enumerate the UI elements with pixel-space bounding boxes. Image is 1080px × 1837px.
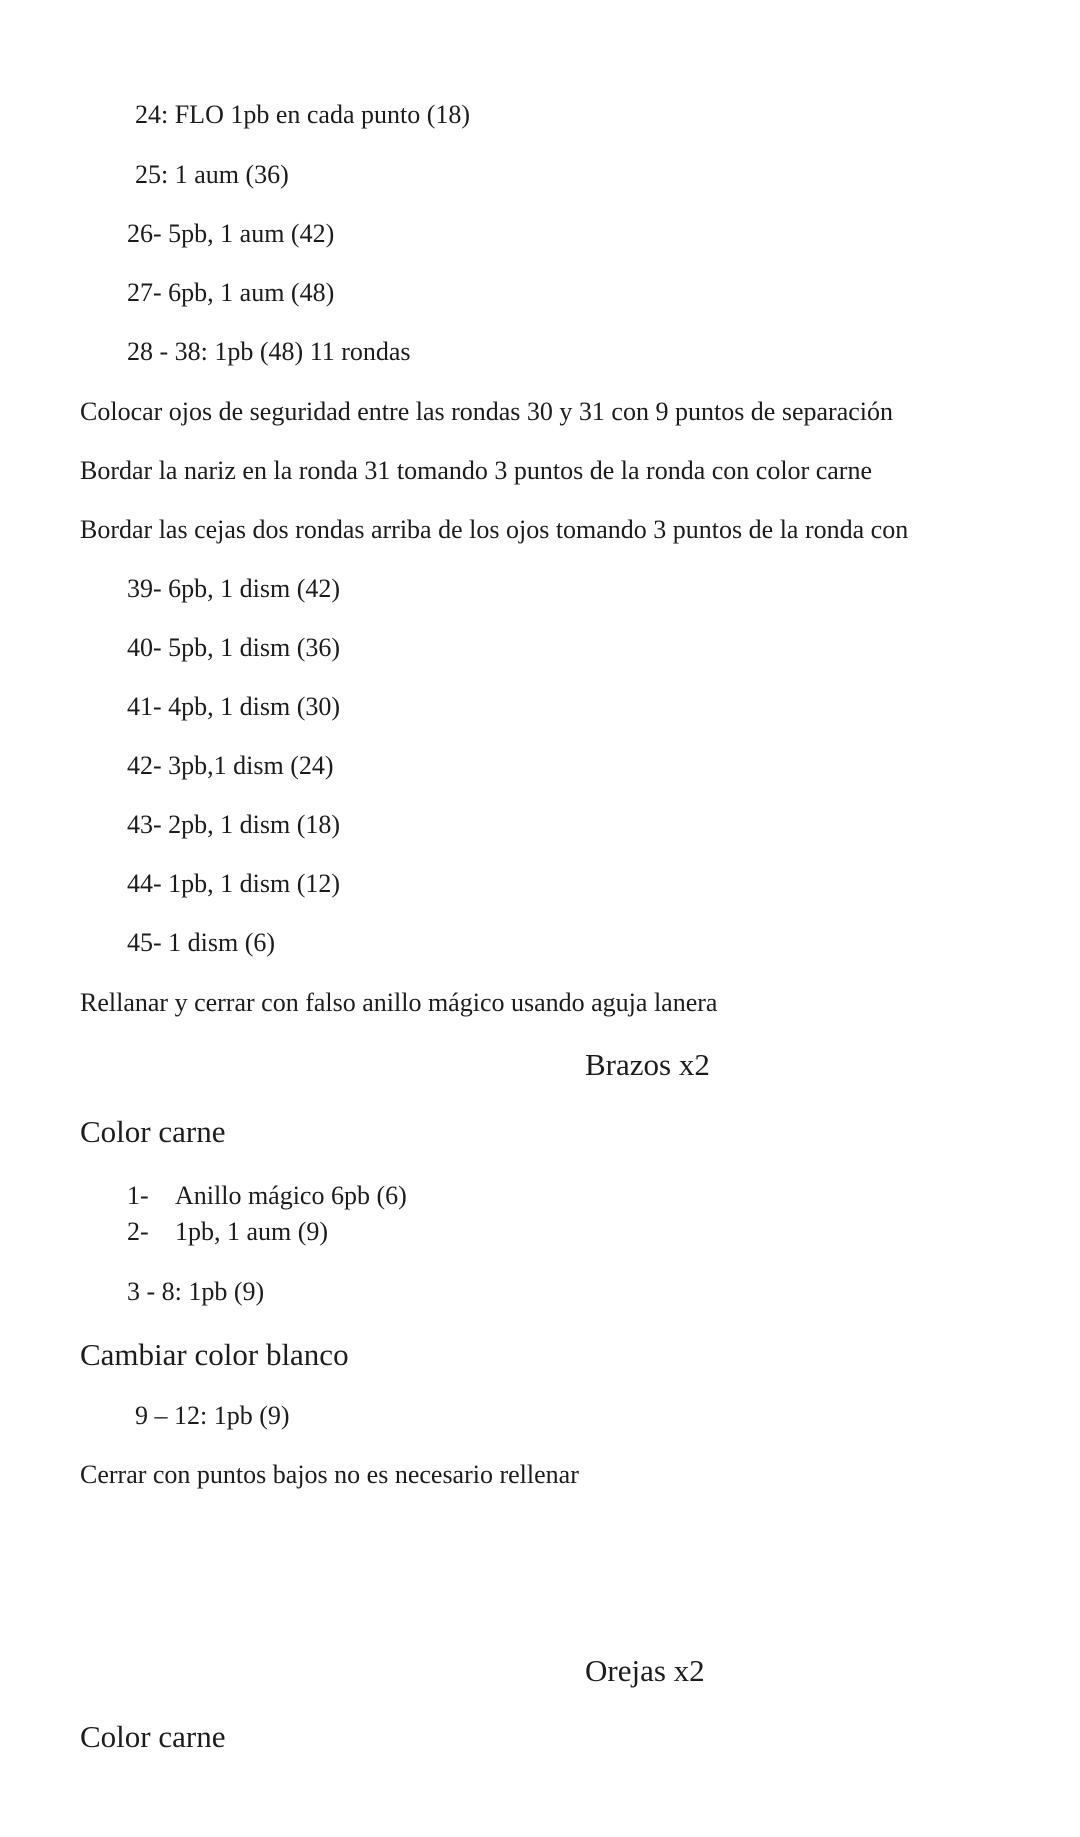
- list-item-text: 1pb, 1 aum (9): [175, 1217, 329, 1246]
- round-44: 44- 1pb, 1 dism (12): [127, 869, 341, 898]
- list-item-number: 2-: [127, 1217, 149, 1246]
- section-heading-brazos: Brazos x2: [585, 1047, 710, 1082]
- round-40: 40- 5pb, 1 dism (36): [127, 633, 341, 662]
- color-label-brazos: Color carne: [80, 1114, 226, 1149]
- round-27: 27- 6pb, 1 aum (48): [127, 278, 335, 307]
- round-9-12: 9 – 12: 1pb (9): [135, 1401, 290, 1430]
- round-45: 45- 1 dism (6): [127, 928, 276, 957]
- list-item-text: Anillo mágico 6pb (6): [175, 1181, 407, 1210]
- round-24: 24: FLO 1pb en cada punto (18): [135, 100, 471, 129]
- closing-instruction-brazos: Cerrar con puntos bajos no es necesario rellenar: [80, 1460, 579, 1489]
- closing-instruction: Rellanar y cerrar con falso anillo mágico usando aguja lanera: [80, 988, 718, 1017]
- round-25: 25: 1 aum (36): [135, 160, 289, 189]
- list-item: [127, 1219, 328, 1245]
- round-26: 26- 5pb, 1 aum (42): [127, 219, 335, 248]
- round-39: 39- 6pb, 1 dism (42): [127, 574, 341, 603]
- round-41: 41- 4pb, 1 dism (30): [127, 692, 341, 721]
- color-change-label: Cambiar color blanco: [80, 1337, 349, 1372]
- instruction-eyes: Colocar ojos de seguridad entre las rondas 30 y 31 con 9 puntos de separación: [80, 397, 894, 426]
- list-item-number: 1-: [127, 1181, 149, 1210]
- list-item: [127, 1183, 407, 1209]
- instruction-nose: Bordar la nariz en la ronda 31 tomando 3 puntos de la ronda con color carne: [80, 456, 872, 485]
- round-42: 42- 3pb,1 dism (24): [127, 751, 334, 780]
- round-28-38: 28 - 38: 1pb (48) 11 rondas: [127, 337, 411, 366]
- section-heading-orejas: Orejas x2: [585, 1653, 705, 1688]
- color-label-orejas: Color carne: [80, 1719, 226, 1754]
- instruction-eyebrows: Bordar las cejas dos rondas arriba de los ojos tomando 3 puntos de la ronda con: [80, 515, 909, 544]
- round-3-8: 3 - 8: 1pb (9): [127, 1277, 265, 1306]
- round-43: 43- 2pb, 1 dism (18): [127, 810, 341, 839]
